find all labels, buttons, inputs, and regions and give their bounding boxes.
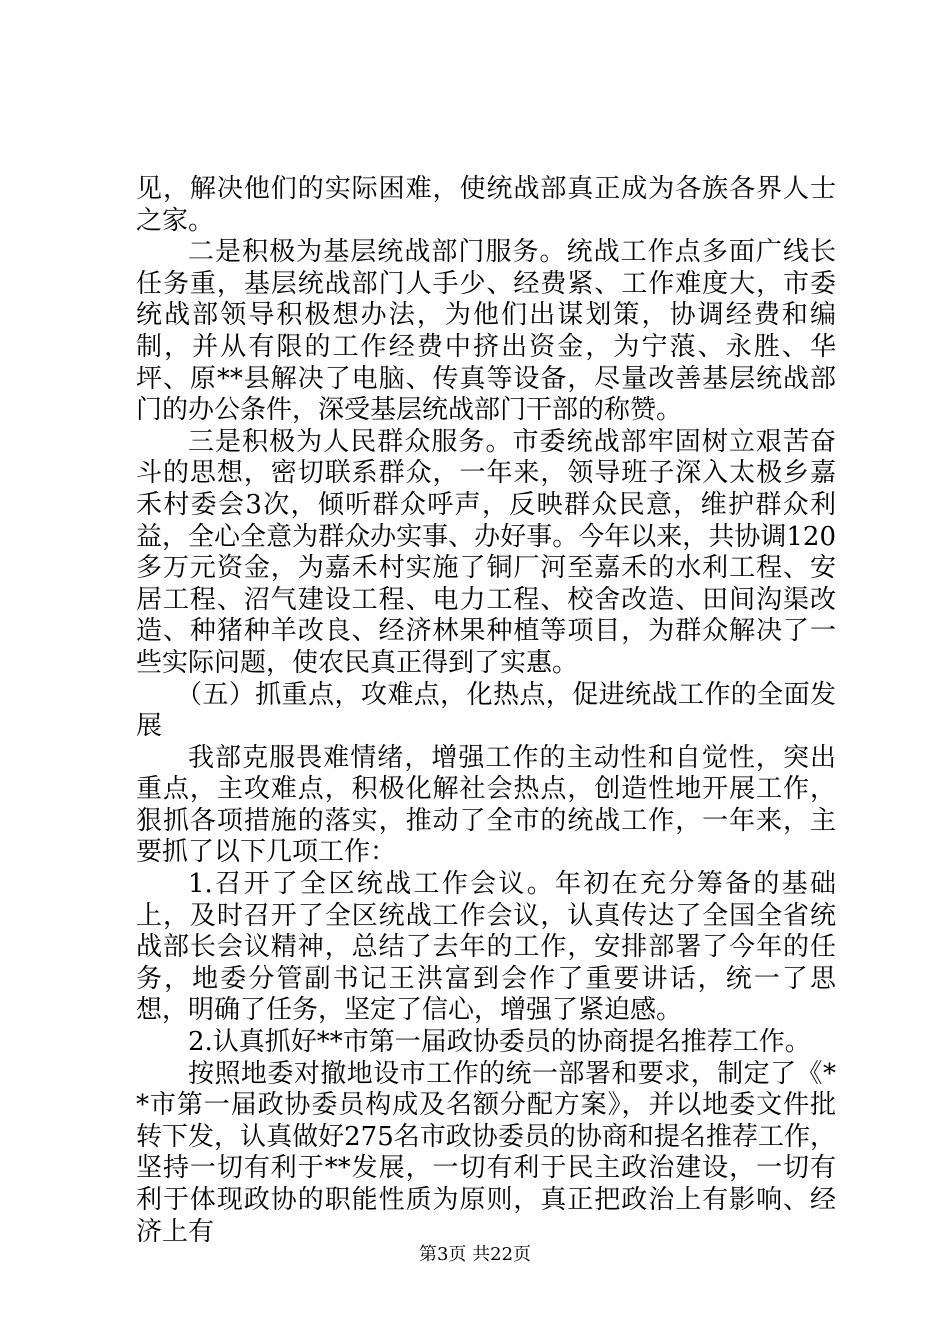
document-body [136,174,836,1248]
paragraph-grassroots-service: 二是积极为基层统战部门服务。统战工作点多面广线长任务重，基层统战部门人手少、经费紧、工作难度大，市委统战部领导积极想办法，为他们出谋划策，协调经费和编制，并从有限的工作经费中挤出资金，为宁蒗、永胜、华坪、原**县解决了电脑、传真等设备，尽量改善基层统战部门的办公条件，深受基层统战部门干部的称赞。 [136,237,836,426]
paragraph-intro-work: 我部克服畏难情绪，增强工作的主动性和自觉性，突出重点，主攻难点，积极化解社会热点，创造性地开展工作，狠抓各项措施的落实，推动了全市的统战工作，一年来，主要抓了以下几项工作： [136,742,836,868]
paragraph-people-service: 三是积极为人民群众服务。市委统战部牢固树立艰苦奋斗的思想，密切联系群众，一年来，领导班子深入太极乡嘉禾村委会3次，倾听群众呼声，反映群众民意，维护群众利益，全心全意为群众办实事、办好事。今年以来，共协调120多万元资金，为嘉禾村实施了铜厂河至嘉禾的水利工程、安居工程、沼气建设工程、电力工程、校舍改造、田间沟渠改造、种猪种羊改良、经济林果种植等项目，为群众解决了一些实际问题，使农民真正得到了实惠。 [136,426,836,678]
paragraph-item-1: 1.召开了全区统战工作会议。年初在充分筹备的基础上，及时召开了全区统战工作会议，认真传达了全国全省统战部长会议精神，总结了去年的工作，安排部署了今年的任务，地委分管副书记王洪富到会作了重要讲话，统一了思想，明确了任务，坚定了信心，增强了紧迫感。 [136,869,836,1026]
section-heading-five: （五）抓重点，攻难点，化热点，促进统战工作的全面发展 [136,679,836,742]
paragraph-continuation: 见，解决他们的实际困难，使统战部真正成为各族各界人士之家。 [136,174,836,236]
paragraph-committee-nomination: 按照地委对撤地设市工作的统一部署和要求，制定了《**市第一届政协委员构成及名额分配方案》，并以地委文件批转下发，认真做好275名市政协委员的协商和提名推荐工作，坚持一切有利于**发展，一切有利于民主政治建设，一切有利于体现政协的职能性质为原则，真正把政治上有影响、经济上有 [136,1058,836,1247]
paragraph-item-2: 2.认真抓好**市第一届政协委员的协商提名推荐工作。 [188,1027,811,1058]
page-number-footer: 第3页 共22页 [418,1244,532,1265]
